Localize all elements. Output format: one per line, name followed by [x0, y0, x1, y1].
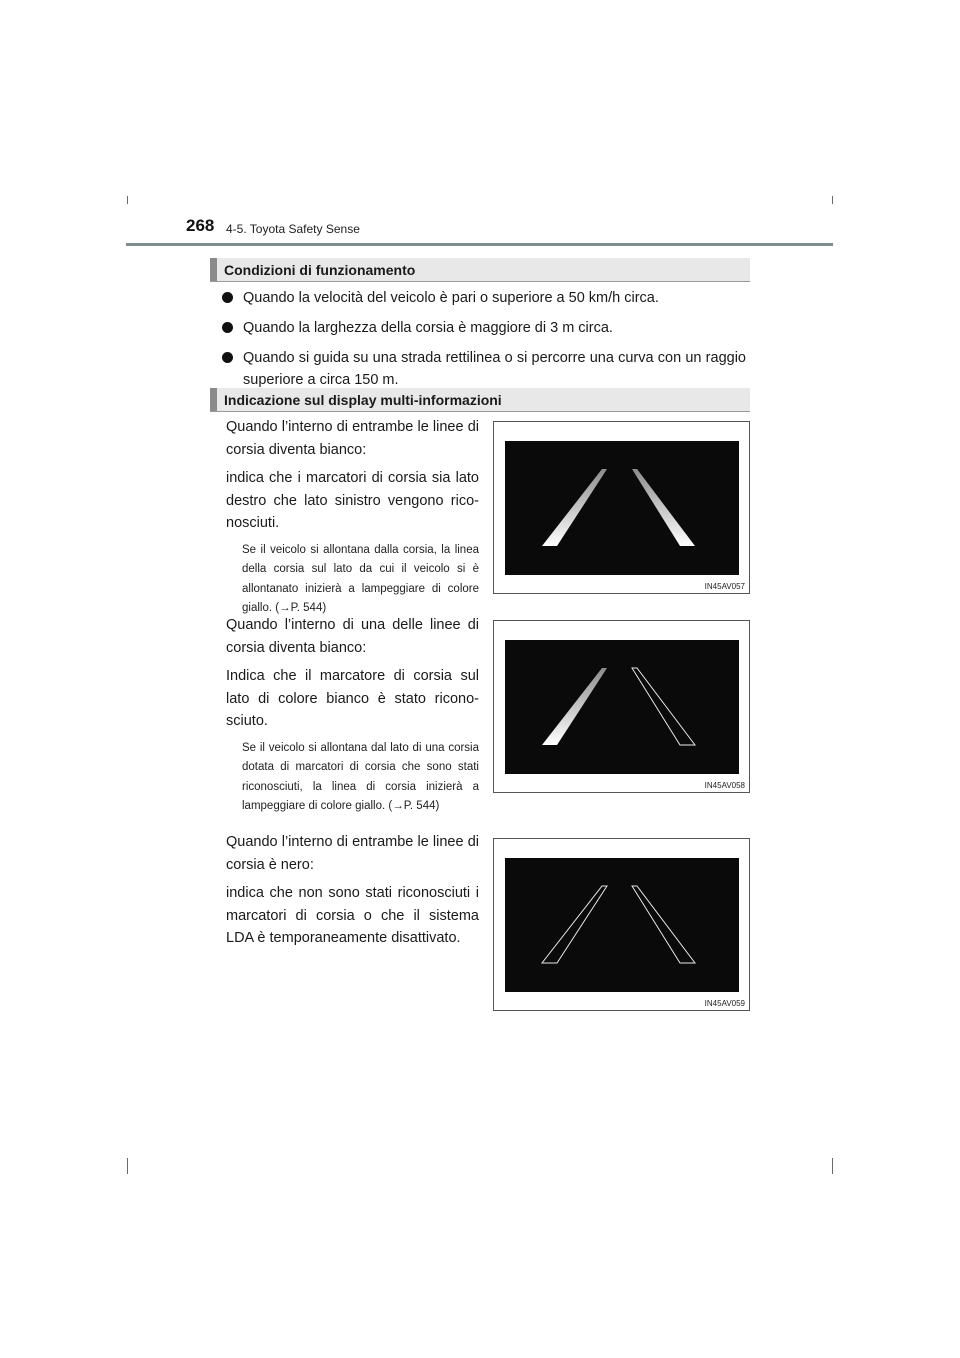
section-title: 4-5. Toyota Safety Sense [226, 222, 360, 236]
list-item [222, 287, 746, 309]
section-heading-text: Indicazione sul display multi-informazioni [224, 392, 502, 408]
entry-description: indica che i marcatori di corsia sia lato destro che lato sinistro vengono riconosciuti. [226, 470, 479, 531]
figure-code: IN45AV059 [704, 999, 745, 1008]
figure-code: IN45AV058 [704, 781, 745, 790]
display-entry [226, 416, 479, 619]
section-heading-text: Condizioni di funzionamento [224, 262, 416, 278]
entry-title: Quando l’interno di entrambe le linee di corsia diventa bianco: [226, 419, 479, 458]
multi-info-display-screen [505, 441, 739, 575]
lane-display-figure [493, 421, 750, 594]
list-item [222, 347, 746, 391]
right-lane-line [632, 886, 695, 963]
entry-note: Se il veicolo si allontana dalla corsia, la linea della corsia sul lato da cui il veicolo si è allontanato inizierà a lampeggiare di colore giallo. (→P. 544) [242, 543, 479, 614]
bullet-icon [222, 322, 233, 333]
list-item [222, 317, 746, 339]
list-item-text: Quando la larghezza della corsia è maggiore di 3 m circa. [243, 320, 613, 336]
page-number: 268 [186, 216, 215, 235]
list-item-text: Quando la velocità del veicolo è pari o superiore a 50 km/h circa. [243, 290, 659, 306]
multi-info-display-screen [505, 640, 739, 774]
lane-lines-graphic [505, 858, 739, 992]
entry-title: Quando l’interno di entrambe le linee di corsia è nero: [226, 834, 479, 873]
section-heading-operating-conditions [210, 258, 750, 282]
crop-mark [832, 1158, 833, 1174]
right-lane-line [632, 668, 695, 745]
display-entry [226, 831, 479, 956]
crop-mark [832, 196, 833, 204]
crop-mark [127, 196, 128, 204]
header-divider [126, 243, 833, 246]
right-lane-line [632, 469, 695, 546]
section-heading-display [210, 388, 750, 412]
lane-lines-graphic [505, 640, 739, 774]
left-lane-line [542, 886, 607, 963]
bullet-icon [222, 352, 233, 363]
list-item-text: Quando si guida su una strada rettilinea o si percorre una curva con un raggio superiore a circa 150 m. [243, 350, 746, 388]
left-lane-line [542, 668, 607, 745]
lane-display-figure [493, 620, 750, 793]
figure-code: IN45AV057 [704, 582, 745, 591]
left-lane-line [542, 469, 607, 546]
entry-description: indica che non sono stati riconosciuti i marcatori di corsia o che il sistema LDA è temporaneamente disattivato. [226, 885, 479, 946]
bullet-icon [222, 292, 233, 303]
entry-title: Quando l’interno di una delle linee di corsia diventa bianco: [226, 617, 479, 656]
lane-display-figure [493, 838, 750, 1011]
entry-description: Indica che il marcatore di corsia sul lato di colore bianco è stato riconosciuto. [226, 668, 479, 729]
crop-mark [127, 1158, 128, 1174]
conditions-list [222, 287, 746, 399]
multi-info-display-screen [505, 858, 739, 992]
lane-lines-graphic [505, 441, 739, 575]
display-entry [226, 614, 479, 817]
entry-note: Se il veicolo si allontana dal lato di una corsia dotata di marcatori di corsia che sono stati riconosciuti, la linea di corsia inizierà a lampeggiare di colore giallo. (→P. 544) [242, 741, 479, 812]
